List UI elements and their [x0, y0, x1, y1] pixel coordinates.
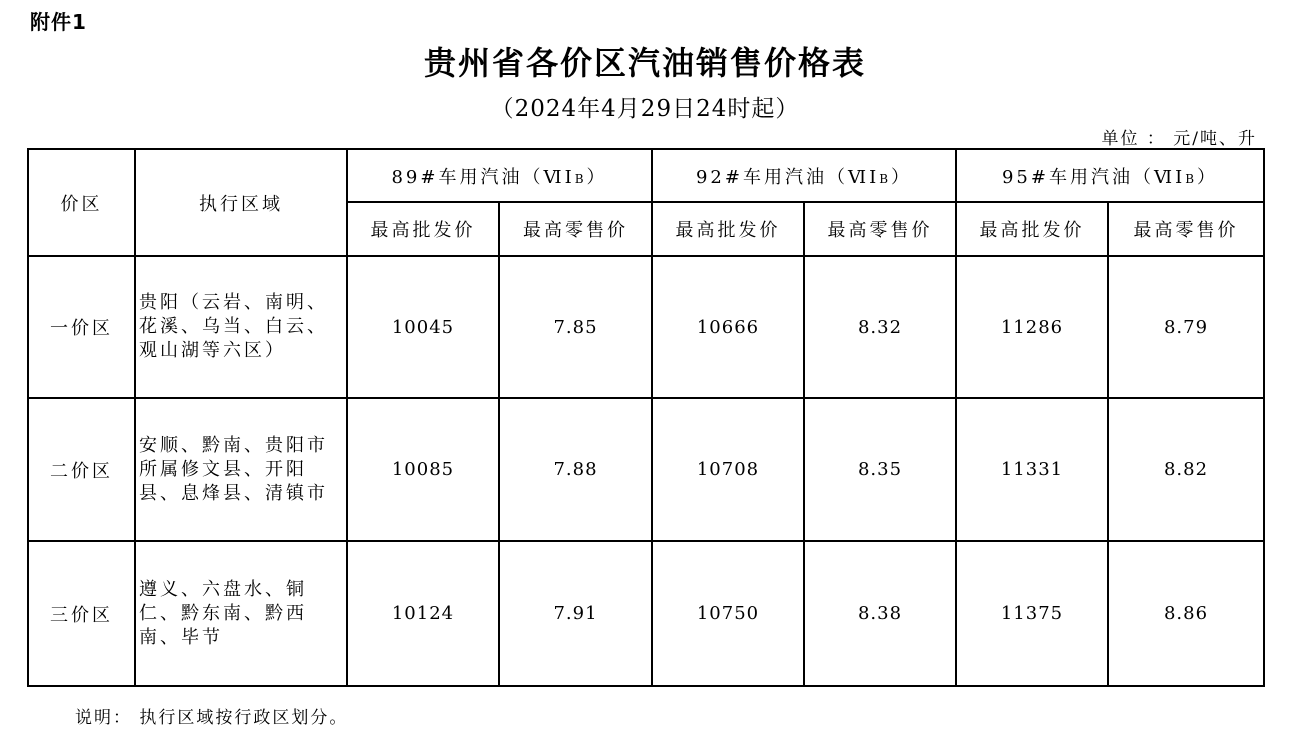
area-cell: 贵阳（云岩、南明、花溪、乌当、白云、观山湖等六区）: [135, 256, 347, 398]
wholesale-92: 10708: [652, 398, 804, 541]
retail-92: 8.32: [804, 256, 956, 398]
effective-date: （2024年4月29日24时起）: [490, 96, 800, 122]
wholesale-95: 11331: [956, 398, 1108, 541]
retail-89: 7.91: [499, 541, 652, 686]
area-cell: 安顺、黔南、贵阳市所属修文县、开阳县、息烽县、清镇市: [135, 398, 347, 541]
wholesale-89: 10124: [347, 541, 499, 686]
table-row: [28, 398, 1264, 541]
header-row-grades: [28, 149, 1264, 202]
retail-92: 8.38: [804, 541, 956, 686]
header-retail: 最高零售价: [1108, 202, 1264, 256]
zone-cell: 一价区: [28, 256, 135, 398]
retail-92: 8.35: [804, 398, 956, 541]
wholesale-92: 10666: [652, 256, 804, 398]
retail-89: 7.85: [499, 256, 652, 398]
price-table: [27, 148, 1265, 687]
header-area: 执行区域: [135, 149, 347, 256]
retail-95: 8.82: [1108, 398, 1264, 541]
grade-sub: B: [1185, 171, 1198, 186]
wholesale-89: 10045: [347, 256, 499, 398]
grade-label: 92#车用汽油（ⅥI: [695, 166, 880, 188]
header-wholesale: 最高批发价: [956, 202, 1108, 256]
header-grade-89: [347, 149, 652, 202]
wholesale-92: 10750: [652, 541, 804, 686]
attachment-label: 附件1: [30, 10, 87, 34]
header-grade-92: [652, 149, 956, 202]
grade-end: ）: [586, 166, 608, 188]
header-zone: 价区: [28, 149, 135, 256]
wholesale-95: 11375: [956, 541, 1108, 686]
header-wholesale: 最高批发价: [347, 202, 499, 256]
grade-label: 95#车用汽油（ⅥI: [1001, 166, 1186, 188]
retail-95: 8.79: [1108, 256, 1264, 398]
zone-cell: 三价区: [28, 541, 135, 686]
grade-end: ）: [1197, 166, 1219, 188]
grade-sub: B: [574, 171, 587, 186]
table-row: [28, 256, 1264, 398]
grade-sub: B: [879, 171, 892, 186]
area-cell: 遵义、六盘水、铜仁、黔东南、黔西南、毕节: [135, 541, 347, 686]
wholesale-95: 11286: [956, 256, 1108, 398]
header-retail: 最高零售价: [804, 202, 956, 256]
retail-89: 7.88: [499, 398, 652, 541]
footnote: 说明： 执行区域按行政区划分。: [75, 708, 349, 728]
header-grade-95: [956, 149, 1264, 202]
wholesale-89: 10085: [347, 398, 499, 541]
retail-95: 8.86: [1108, 541, 1264, 686]
grade-end: ）: [891, 166, 913, 188]
grade-label: 89#车用汽油（ⅥI: [391, 166, 575, 188]
header-wholesale: 最高批发价: [652, 202, 804, 256]
zone-cell: 二价区: [28, 398, 135, 541]
table-row: [28, 541, 1264, 686]
page-title: 贵州省各价区汽油销售价格表: [423, 44, 866, 82]
unit-label: 单位 ： 元/吨、升: [1101, 129, 1257, 149]
header-retail: 最高零售价: [499, 202, 652, 256]
